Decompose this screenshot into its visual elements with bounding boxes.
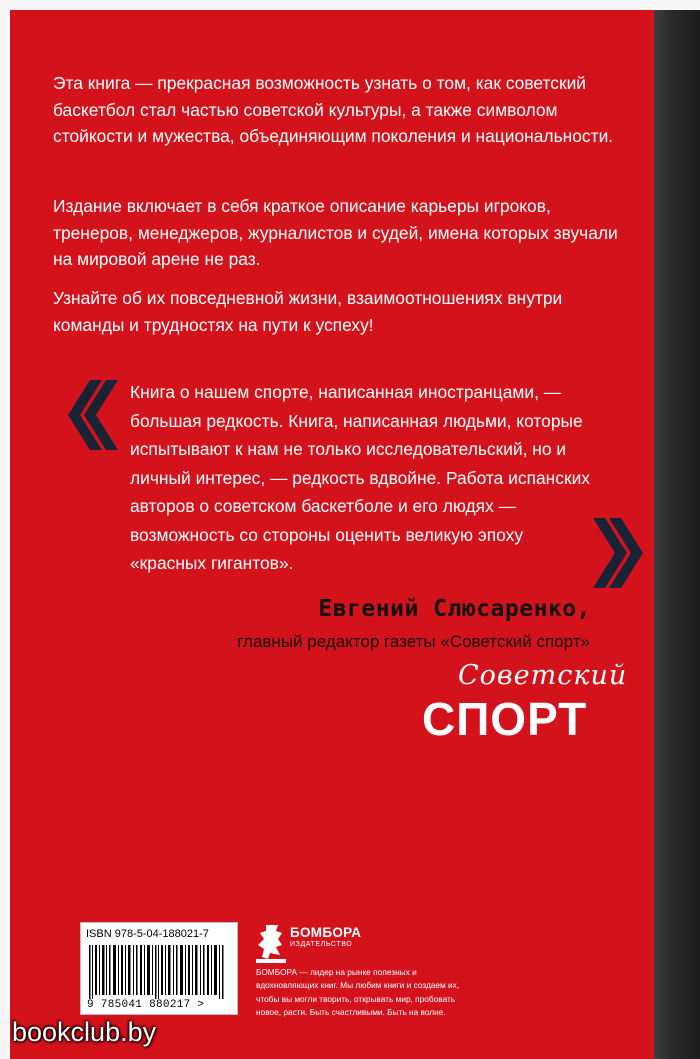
quote-text: Книга о нашем спорте, написанная иностранцами, — большая редкость. Книга, написанная людьми, которые испытывают к нам не только исследовательский, но и личный интерес, — редкость вдвойне. Работа испанских авторов о советском баскетболе и его людях — возможность со стороны оценить великую эпоху «красных гигантов». <box>130 382 590 573</box>
back-cover <box>10 10 654 1059</box>
barcode-icon <box>87 945 231 999</box>
sovetsky-sport-logo-word: СПОРТ <box>422 693 588 745</box>
spine-edge <box>654 10 700 1059</box>
blurb-paragraph-3: Узнайте об их повседневной жизни, взаимоотношениях внутри команды и трудностях на пути к успеху! <box>53 288 563 335</box>
bombora-logo-icon <box>256 923 286 963</box>
quote-author-role: главный редактор газеты «Советский спорт» <box>237 632 590 651</box>
barcode-panel <box>80 922 238 1015</box>
blurb-paragraph-2: Издание включает в себя краткое описание карьеры игроков, тренеров, менеджеров, журналистов и судей, имена которых звучали на мировой арене не раз. <box>53 196 618 269</box>
watermark-text: bookclub.by <box>12 1017 157 1047</box>
isbn-number: ISBN 978-5-04-188021-7 <box>86 928 209 940</box>
barcode-digits: 9 785041 880217 > <box>87 999 205 1011</box>
blurb-paragraph-1: Эта книга — прекрасная возможность узнать о том, как советский баскетбол стал частью советской культуры, а также символом стойкости и мужества, объединяющим поколения и национальности. <box>53 73 614 146</box>
publisher-blurb: БОМБОРА — лидер на рынке полезных и вдохновляющих книг. Мы любим книги и создаем их, чтобы вы могли творить, открывать мир, пробовать новое, расти. Быть счастливыми. Быть на волне. <box>256 967 460 1017</box>
publisher-subtitle: ИЗДАТЕЛЬСТВО <box>290 941 353 948</box>
open-quote-icon <box>68 380 118 450</box>
quote-author: Евгений Слюсаренко, <box>318 596 591 622</box>
sovetsky-sport-logo-script: Советский <box>458 660 628 691</box>
close-quote-icon <box>593 518 643 588</box>
publisher-name: БОМБОРА <box>290 925 362 940</box>
